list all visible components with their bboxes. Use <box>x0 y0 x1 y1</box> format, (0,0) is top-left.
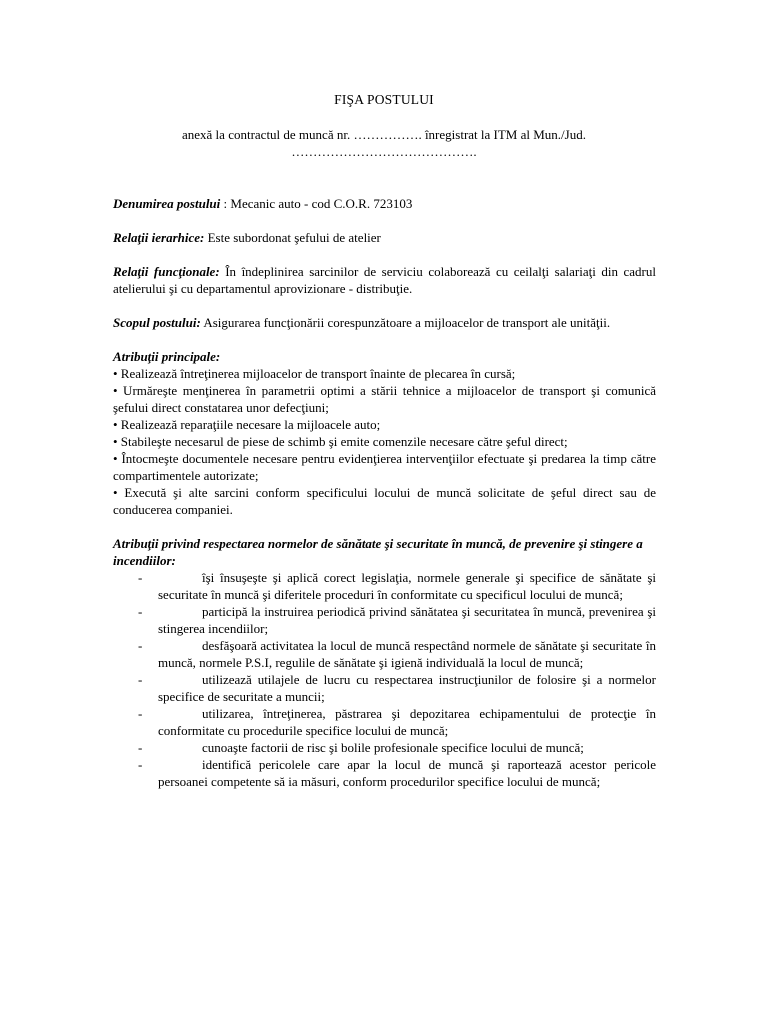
main-duty-item: • Realizează reparaţiile necesare la mijloacele auto; <box>113 417 381 432</box>
safety-duty-text: cunoaşte factorii de risc şi bolile profesionale specifice locului de muncă; <box>202 740 584 755</box>
safety-duty-text: identifică pericolele care apar la locul de muncă şi raportează acestor pericole persoanei competente să ia măsuri, conform procedurilor specifice locului de muncă; <box>158 757 656 789</box>
safety-duty-text: îşi însuşeşte şi aplică corect legislaţia, normele generale şi specifice de sănătate şi securitate în muncă şi diferitele proceduri în conformitate cu specificul locului de muncă; <box>158 570 656 602</box>
safety-duty-text: utilizează utilajele de lucru cu respectarea instrucţiunilor de folosire şi a normelor specifice de securitate a muncii; <box>158 672 656 704</box>
main-duty-item: • Întocmeşte documentele necesare pentru evidenţierea intervenţiilor efectuate şi predarea la timp către compartimentele autorizate; <box>113 451 656 483</box>
dash-marker: - <box>138 706 143 721</box>
functional-paragraph <box>113 263 656 297</box>
dash-marker: - <box>138 570 143 585</box>
list-item <box>113 756 656 790</box>
list-item <box>113 603 656 637</box>
scope-value: Asigurarea funcţionării corespunzătoare a mijloacelor de transport ale unităţii. <box>200 315 611 330</box>
document-title: FIŞA POSTULUI <box>334 92 434 107</box>
list-item <box>113 671 656 705</box>
safety-duty-text: desfăşoară activitatea la locul de muncă respectând normele de sănătate şi securitate în muncă, normele P.S.I, regulile de sănătate şi igienă individuală la locul de muncă; <box>158 638 656 670</box>
list-item <box>113 705 656 739</box>
dash-marker: - <box>138 604 143 619</box>
functional-label: Relaţii funcţionale: <box>113 264 220 279</box>
dash-marker: - <box>138 740 143 755</box>
list-item <box>113 569 656 603</box>
list-item <box>113 739 656 756</box>
functional-value: În îndeplinirea sarcinilor de serviciu colaborează cu ceilalţi salariaţi din cadrul atelierului şi cu departamentul aprovizionare - distribuţie. <box>113 264 656 296</box>
job-name-value: : Mecanic auto - cod C.O.R. 723103 <box>220 196 413 211</box>
annex-dots: ……………………………………. <box>291 144 477 159</box>
safety-duty-text: participă la instruirea periodică privind sănătatea şi securitatea în muncă, prevenirea şi stingerea incendiilor; <box>158 604 656 636</box>
dash-marker: - <box>138 672 143 687</box>
safety-duties-list <box>113 569 656 790</box>
annex-line <box>130 126 638 160</box>
main-duty-item: • Urmăreşte menţinerea în parametrii optimi a stării tehnice a mijloacelor de transport şi comunică şefului direct constatarea unor defecţiuni; <box>113 383 656 415</box>
main-duty-item: • Execută şi alte sarcini conform specificului locului de muncă solicitate de şeful direct sau de conducerea companiei. <box>113 485 656 517</box>
list-item <box>113 637 656 671</box>
job-name-paragraph <box>113 195 656 212</box>
dash-marker: - <box>138 638 143 653</box>
safety-duties-title: Atribuţii privind respectarea normelor de sănătate şi securitate în muncă, de prevenire şi stingere a incendiilor: <box>113 536 643 568</box>
scope-paragraph <box>113 314 656 331</box>
dash-marker: - <box>138 757 143 772</box>
main-duties-title: Atribuţii principale: <box>113 349 221 364</box>
safety-duty-text: utilizarea, întreţinerea, păstrarea şi depozitarea echipamentului de protecţie în conformitate cu procedurile specifice locului de muncă; <box>158 706 656 738</box>
main-duty-item: • Realizează întreţinerea mijloacelor de transport înainte de plecarea în cursă; <box>113 366 516 381</box>
hierarchy-label: Relaţii ierarhice: <box>113 230 205 245</box>
hierarchy-value: Este subordonat şefului de atelier <box>204 230 381 245</box>
document-body <box>113 195 656 790</box>
annex-text: anexă la contractul de muncă nr. ……………. înregistrat la ITM al Mun./Jud. <box>182 127 586 142</box>
scope-label: Scopul postului: <box>113 315 201 330</box>
job-name-label: Denumirea postului <box>113 196 221 211</box>
main-duty-item: • Stabileşte necesarul de piese de schimb şi emite comenzile necesare către şeful direct; <box>113 434 568 449</box>
hierarchy-paragraph <box>113 229 656 246</box>
